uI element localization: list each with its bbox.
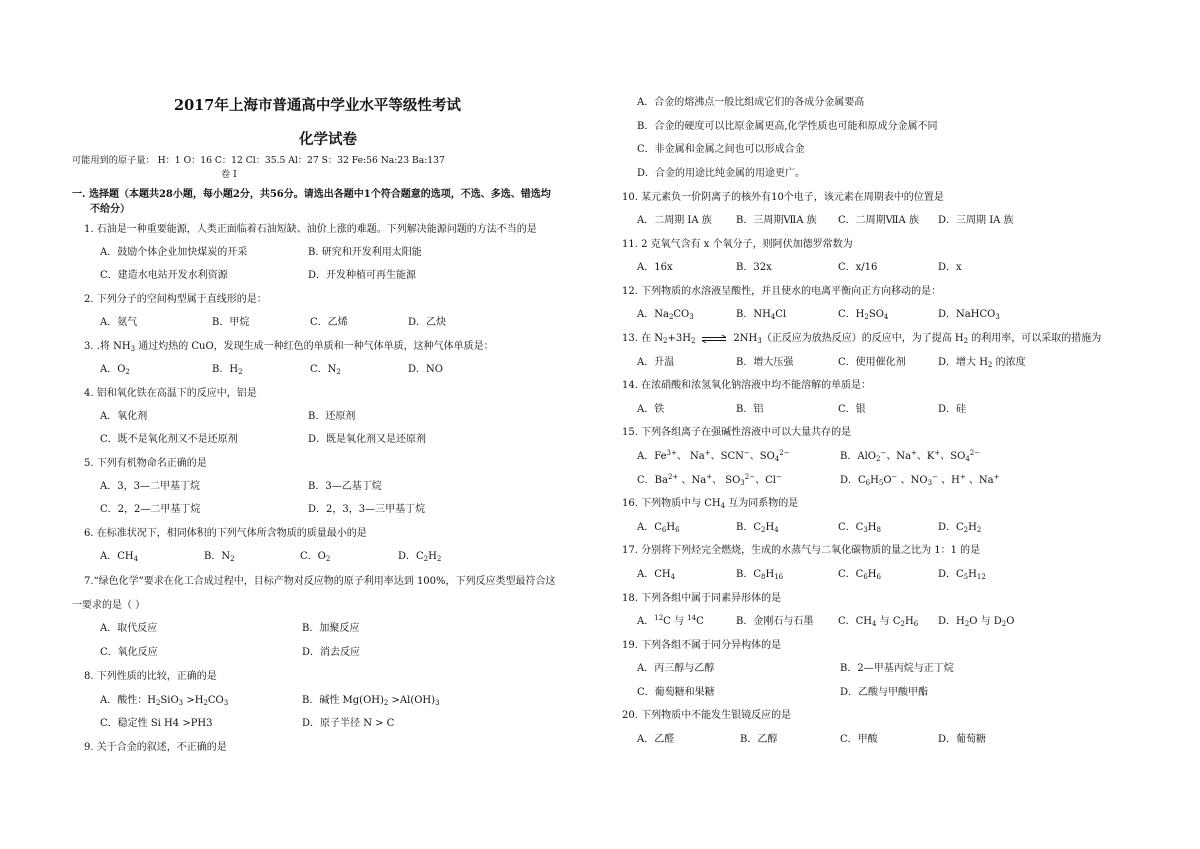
q9-option-d: D．合金的用途比纯金属的用途更广。 (637, 168, 806, 179)
q1-option-c: C．建造水电站开发水利资源 (100, 270, 228, 281)
q16-option-d: D．$C_2H_2$ (938, 522, 982, 534)
q12-option-b: B．$NH_4Cl$ (736, 309, 787, 321)
q17-option-c: C．$C_6H_6$ (838, 569, 881, 581)
section-heading-line2: 不给分） (90, 204, 130, 215)
q8-option-b: B．碱性 $Mg(OH)_2 >Al(OH)_3$ (302, 695, 440, 707)
atomic-masses: 可能用到的原子量： H：1 O：16 C：12 Cl：35.5 Al：27 S：32 Fe:56 Na:23 Ba:137 (72, 155, 445, 166)
q8-option-a: A．酸性：$H_2SiO_3 >H_2CO_3$ (100, 695, 229, 707)
q20-option-b: B．乙醇 (740, 734, 778, 745)
q14-stem: 14. 在浓硝酸和浓氢氧化钠溶液中均不能溶解的单质是： (622, 380, 872, 391)
q19-option-b: B．2—甲基丙烷与正丁烷 (840, 663, 954, 674)
q13-stem: 13. 在 $N_2+3H_2$ $2NH_3$（正反应为放热反应）的反应中，为了提高 $H_2$ 的利用率，可以采取的措施为 (622, 333, 1102, 345)
q4-option-a: A．氧化剂 (100, 411, 148, 422)
q1-stem: 1. 石油是一种重要能源，人类正面临着石油短缺、油价上涨的难题。下列解决能源问题的方法不当的是 (84, 224, 537, 235)
q3-option-b: B．$H_2$ (212, 364, 243, 376)
q6-option-d: D．$C_2H_2$ (398, 551, 442, 563)
exam-subtitle: 化学试卷 (299, 131, 357, 148)
q1-option-a: A．鼓励个体企业加快煤炭的开采 (100, 247, 248, 258)
q17-stem: 17. 分别将下列烃完全燃烧，生成的水蒸气与二氧化碳物质的量之比为 1：1 的是 (622, 545, 981, 556)
q15-option-a: A．$Fe^{3+}$、 Na+、SCN−、$SO_4^{2-}$ (637, 449, 790, 463)
q19-stem: 19. 下列各组不属于同分异构体的是 (622, 640, 782, 651)
q6-option-a: A．$CH_4$ (100, 551, 139, 563)
q2-option-c: C．乙烯 (310, 317, 348, 328)
q6-option-b: B．$N_2$ (204, 551, 235, 563)
q11-stem: 11. 2 克氧气含有 x 个氧分子，则阿伏加德罗常数为 (622, 239, 853, 250)
q15-option-d: D．$C_6H_5O^-$ 、$NO_3^-$ 、H+ 、Na+ (840, 473, 1000, 487)
q3-option-a: A．$O_2$ (100, 364, 130, 376)
q10-option-b: B．三周期ⅦA 族 (736, 215, 817, 226)
q16-stem: 16. 下列物质中与 $CH_4$ 互为同系物的是 (622, 498, 799, 510)
q16-option-b: B．$C_2H_4$ (736, 522, 779, 534)
q8-stem: 8. 下列性质的比较，正确的是 (84, 671, 217, 682)
q3-option-c: C．$N_2$ (310, 364, 341, 376)
q18-option-d: D．$H_2O$ 与 $D_2O$ (938, 616, 1015, 628)
q9-stem: 9. 关于合金的叙述，不正确的是 (84, 742, 227, 753)
q17-option-a: A．$CH_4$ (637, 569, 676, 581)
q14-option-c: C．银 (838, 404, 866, 415)
q18-option-a: A．$^{12}$C 与 $^{14}$C (637, 614, 704, 627)
q11-option-a: A．16x (637, 262, 673, 273)
q4-option-c: C．既不是氧化剂又不是还原剂 (100, 434, 238, 445)
q12-option-c: C．$H_2SO_4$ (838, 309, 889, 321)
q12-option-d: D．NaHCO$_3$ (938, 309, 1000, 321)
q5-stem: 5. 下列有机物命名正确的是 (84, 458, 207, 469)
q20-option-d: D．葡萄糖 (938, 734, 987, 745)
q7-stem-line1: 7.“绿色化学”要求在化工合成过程中，目标产物对反应物的原子利用率达到 100%，下列反应类型最符合这 (84, 576, 556, 587)
q5-option-a: A．3，3—二甲基丁烷 (100, 481, 200, 492)
q14-option-b: B．铝 (736, 404, 764, 415)
exam-title: 2017年上海市普通高中学业水平等级性考试 (174, 97, 461, 114)
q15-option-b: B．AlO$_2$−、Na+、K+、$SO_4^{2-}$ (840, 449, 981, 463)
q18-option-c: C．$CH_4$ 与 $C_2H_6$ (838, 616, 919, 628)
q11-option-b: B．32x (736, 262, 772, 273)
q10-option-c: C．二周期ⅦA 族 (838, 215, 919, 226)
q10-option-a: A．二周期 IA 族 (637, 215, 712, 226)
q6-option-c: C．$O_2$ (300, 551, 331, 563)
q10-option-d: D．三周期 IA 族 (938, 215, 1014, 226)
q14-option-d: D．硅 (938, 404, 967, 415)
q20-option-a: A．乙醛 (637, 734, 675, 745)
q12-stem: 12. 下列物质的水溶液呈酸性，并且使水的电离平衡向正方向移动的是： (622, 286, 942, 297)
q15-stem: 15. 下列各组离子在强碱性溶液中可以大量共存的是 (622, 427, 852, 438)
q9-option-b: B．合金的硬度可以比原金属更高,化学性质也可能和原成分金属不同 (637, 121, 938, 132)
q7-stem-line2: 一要求的是（ ） (72, 600, 146, 611)
q4-option-b: B．还原剂 (308, 411, 356, 422)
q4-option-d: D．既是氧化剂又是还原剂 (308, 434, 427, 445)
q6-stem: 6. 在标准状况下，相同体积的下列气体所含物质的质量最小的是 (84, 528, 367, 539)
q4-stem: 4. 铝和氧化铁在高温下的反应中，铝是 (84, 388, 257, 399)
q13-option-d: D．增大 $H_2$ 的浓度 (938, 357, 1026, 369)
q15-option-c: C．$Ba^{2+}$ 、Na+、 $SO_3^{2-}$、Cl− (637, 473, 782, 487)
q14-option-a: A．铁 (637, 404, 665, 415)
q2-option-b: B．甲烷 (212, 317, 250, 328)
q7-option-c: C．氧化反应 (100, 647, 158, 658)
q5-option-b: B．3—乙基丁烷 (308, 481, 382, 492)
section-heading-line1: 一. 选择题（本题共28小题，每小题2分，共56分。请选出各题中1个符合题意的选项，不选、多选、错选均 (72, 189, 551, 200)
q13-option-b: B．增大压强 (736, 357, 794, 368)
q5-option-c: C．2，2—二甲基丁烷 (100, 504, 201, 515)
volume-label: 卷 Ⅰ (221, 169, 237, 180)
q7-option-a: A．取代反应 (100, 623, 158, 634)
q9-option-a: A．合金的熔沸点一般比组成它们的各成分金属要高 (637, 97, 865, 108)
q20-stem: 20. 下列物质中不能发生银镜反应的是 (622, 710, 792, 721)
q11-option-d: D．x (938, 262, 962, 273)
q7-option-d: D．消去反应 (302, 647, 361, 658)
q1-option-d: D．开发种植可再生能源 (308, 270, 417, 281)
q13-option-c: C．使用催化剂 (838, 357, 906, 368)
q20-option-c: C．甲酸 (840, 734, 878, 745)
q19-option-a: A．丙三醇与乙醇 (637, 663, 715, 674)
q17-option-d: D．$C_5H_{12}$ (938, 569, 986, 581)
q18-stem: 18. 下列各组中属于同素异形体的是 (622, 593, 782, 604)
q8-option-d: D．原子半径 N > C (302, 718, 395, 729)
q7-option-b: B．加聚反应 (302, 623, 360, 634)
equilibrium-arrow-icon (701, 335, 727, 343)
q9-option-c: C．非金属和金属之间也可以形成合金 (637, 144, 805, 155)
q5-option-d: D．2，3，3—三甲基丁烷 (308, 504, 426, 515)
q10-stem: 10. 某元素负一价阴离子的核外有10个电子，该元素在周期表中的位置是 (622, 192, 944, 203)
q16-option-c: C．$C_3H_8$ (838, 522, 881, 534)
q17-option-b: B．$C_8H_{16}$ (736, 569, 784, 581)
q2-option-a: A．氨气 (100, 317, 138, 328)
q2-option-d: D．乙炔 (408, 317, 447, 328)
q8-option-c: C．稳定性 Si H4 >PH3 (100, 718, 213, 729)
q16-option-a: A．$C_6H_6$ (637, 522, 680, 534)
q18-option-b: B．金刚石与石墨 (736, 616, 814, 627)
q19-option-c: C．葡萄糖和果糖 (637, 687, 715, 698)
q13-option-a: A．升温 (637, 357, 675, 368)
q11-option-c: C．x/16 (838, 262, 878, 273)
q1-option-b: B. 研究和开发利用太阳能 (308, 247, 422, 258)
q12-option-a: A．$Na_2CO_3$ (637, 309, 694, 321)
q3-option-d: D．NO (408, 364, 443, 375)
q19-option-d: D．乙酸与甲酸甲酯 (840, 687, 929, 698)
q3-stem: 3. .将 $NH_3$ 通过灼热的 CuO，发现生成一种红色的单质和一种气体单质，这种气体单质是： (84, 341, 494, 353)
q2-stem: 2. 下列分子的空间构型属于直线形的是： (84, 294, 267, 305)
